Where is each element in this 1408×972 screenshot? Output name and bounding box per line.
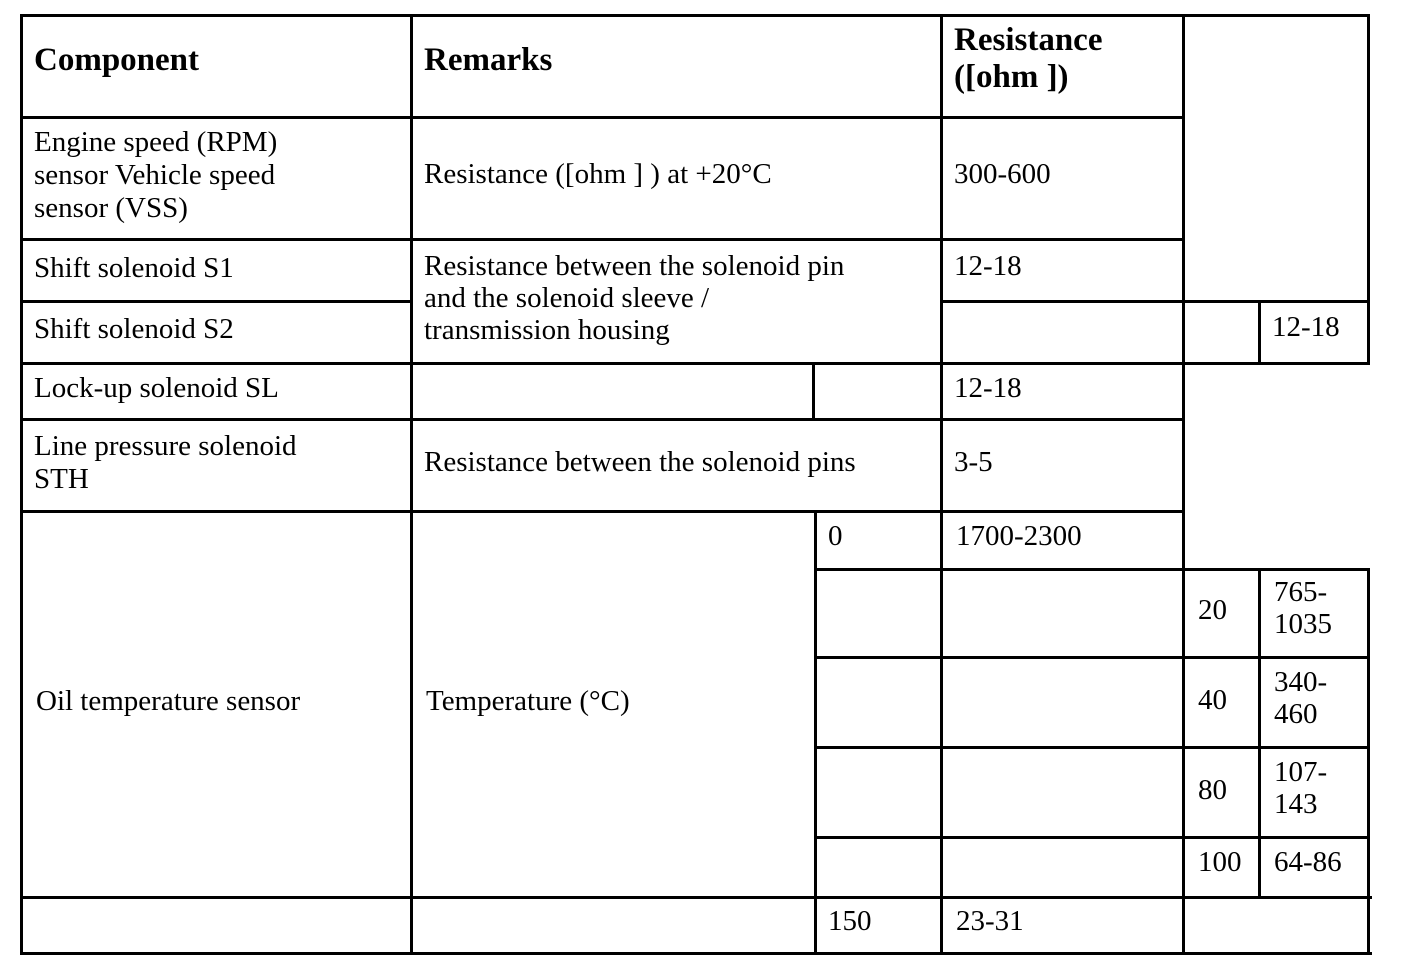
resistance-at-40-line1: 340- — [1274, 666, 1328, 698]
temp-0: 0 — [828, 520, 843, 552]
header-resistance-line2: ([ohm ]) — [954, 59, 1069, 95]
resistance-at-80-line2: 143 — [1274, 788, 1318, 820]
table-border-bottom — [20, 952, 1372, 955]
resistance-at-80-line1: 107- — [1274, 756, 1328, 788]
resistance-at-20 — [1274, 576, 1332, 640]
row-divider-temp0 — [814, 568, 1370, 571]
rpm-sensor-component-line2: sensor Vehicle speed — [34, 159, 276, 191]
sth-remarks: Resistance between the solenoid pins — [424, 446, 856, 478]
s2-component: Shift solenoid S2 — [34, 313, 234, 345]
temp-100: 100 — [1198, 846, 1242, 878]
sl-resistance: 12-18 — [954, 372, 1022, 404]
sth-resistance: 3-5 — [954, 446, 993, 478]
row-divider-sl — [20, 418, 1184, 421]
row-divider-s1-left — [20, 300, 412, 303]
resistance-at-150: 23-31 — [956, 905, 1024, 937]
header-component: Component — [34, 42, 200, 78]
col-divider-resistance — [1182, 14, 1185, 955]
col-divider-temp — [814, 510, 817, 955]
temp-40: 40 — [1198, 684, 1227, 716]
solenoid-sleeve-remarks-line3: transmission housing — [424, 314, 670, 346]
rpm-sensor-component-line1: Engine speed (RPM) — [34, 126, 278, 158]
row-divider-s2 — [20, 362, 1370, 365]
row-divider-temp40 — [814, 746, 1370, 749]
temp-150: 150 — [828, 905, 872, 937]
temp-80: 80 — [1198, 774, 1227, 806]
temp-20: 20 — [1198, 594, 1227, 626]
header-resistance — [954, 22, 1102, 96]
s1-component: Shift solenoid S1 — [34, 252, 234, 284]
col-divider-temp-sl — [812, 362, 815, 421]
table-border-right-lower — [1367, 568, 1370, 955]
col-divider-component — [410, 14, 413, 955]
rpm-sensor-remarks: Resistance ([ohm ] ) at +20°C — [424, 158, 772, 190]
col-divider-extra-temp — [1258, 300, 1261, 365]
resistance-at-20-line1: 765- — [1274, 576, 1328, 608]
row-divider-rpm — [20, 238, 1184, 241]
s1-resistance: 12-18 — [954, 250, 1022, 282]
rpm-sensor-component-line3: sensor (VSS) — [34, 192, 188, 224]
s2-resistance: 12-18 — [1272, 311, 1340, 343]
oil-temp-component: Oil temperature sensor — [36, 685, 301, 717]
solenoid-sleeve-remarks-line2: and the solenoid sleeve / — [424, 282, 710, 314]
table-border-left — [20, 14, 23, 955]
row-divider-s1-right — [940, 300, 1370, 303]
solenoid-sleeve-remarks-line1: Resistance between the solenoid pin — [424, 250, 845, 282]
rpm-sensor-component — [34, 126, 277, 225]
row-divider-temp80 — [814, 836, 1370, 839]
oil-temp-remarks: Temperature (°C) — [426, 685, 630, 717]
row-divider-sth — [20, 510, 1184, 513]
resistance-at-20-line2: 1035 — [1274, 608, 1332, 640]
table-border-top — [20, 14, 1370, 17]
resistance-at-0: 1700-2300 — [956, 520, 1082, 552]
rpm-sensor-resistance: 300-600 — [954, 158, 1051, 190]
row-divider-temp20 — [814, 656, 1370, 659]
table-border-right-upper — [1367, 14, 1370, 365]
header-remarks: Remarks — [424, 42, 553, 78]
row-divider-temp100 — [20, 896, 1372, 899]
resistance-at-100: 64-86 — [1274, 846, 1342, 878]
col-divider-extra-temp-lower — [1258, 568, 1261, 899]
resistance-at-40-line2: 460 — [1274, 698, 1318, 730]
row-divider-header — [20, 116, 1184, 119]
solenoid-sleeve-remarks — [424, 250, 844, 346]
resistance-at-80 — [1274, 756, 1327, 820]
sth-component — [34, 430, 297, 496]
sl-component: Lock-up solenoid SL — [34, 372, 279, 404]
header-resistance-line1: Resistance — [954, 22, 1103, 58]
resistance-at-40 — [1274, 666, 1327, 730]
sth-component-line1: Line pressure solenoid — [34, 430, 297, 462]
col-divider-remarks — [940, 14, 943, 955]
sth-component-line2: STH — [34, 463, 89, 495]
